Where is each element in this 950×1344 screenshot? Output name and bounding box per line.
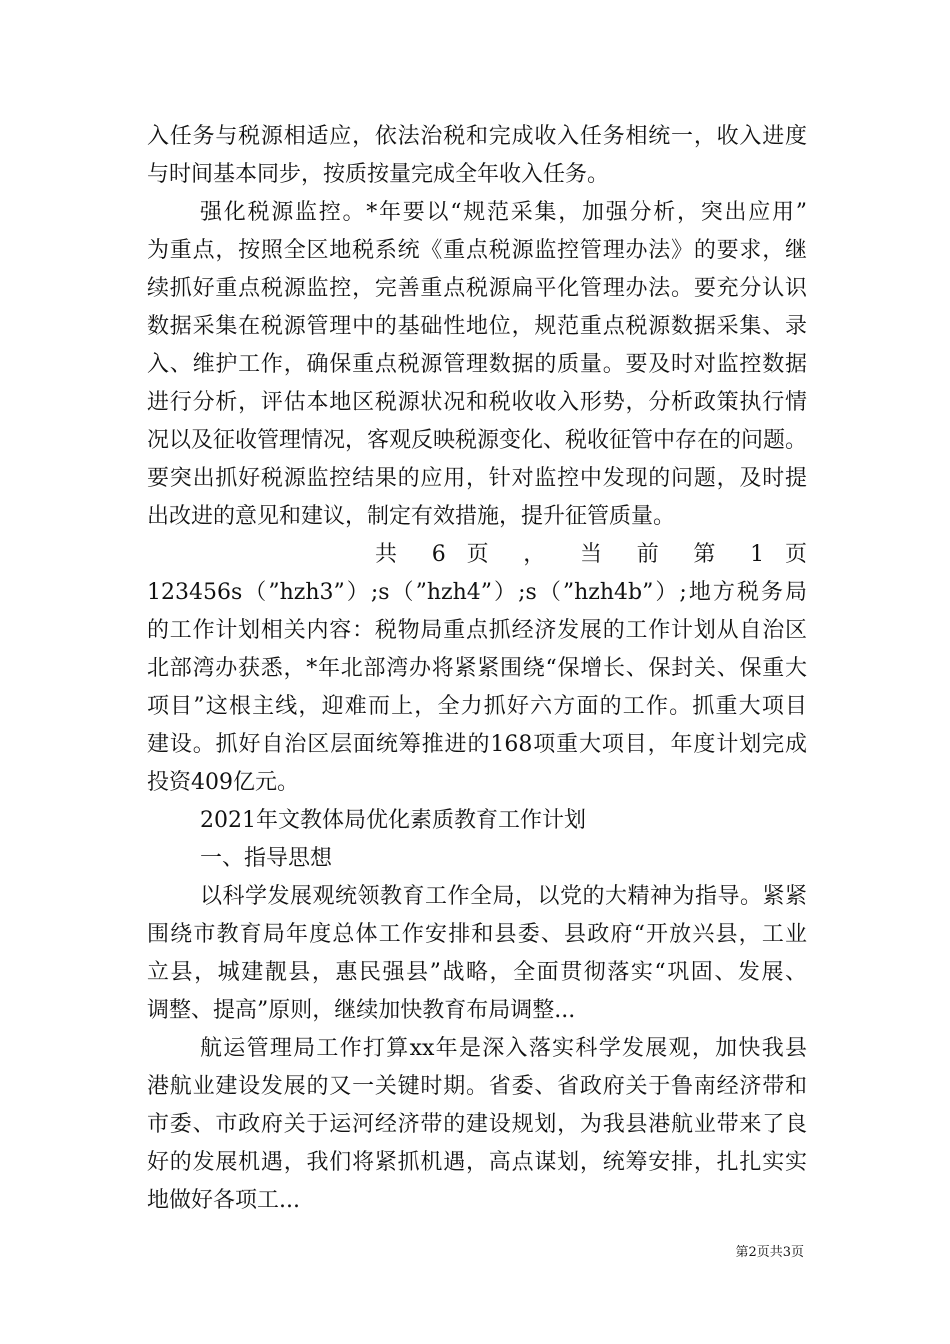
body-text-line: 123456s（”hzh3”）;s（”hzh4”）;s（”hzh4b”）;地方税务局 (147, 580, 807, 605)
body-text-line: 调整、提高”原则，继续加快教育布局调整... (147, 998, 576, 1023)
body-text-line: 数据采集在税源管理中的基础性地位，规范重点税源数据采集、录 (147, 314, 807, 339)
body-text-line: 为重点，按照全区地税系统《重点税源监控管理办法》的要求，继 (147, 238, 807, 263)
body-text-line: 的工作计划相关内容：税物局重点抓经济发展的工作计划从自治区 (147, 618, 807, 643)
body-text-line: 北部湾办获悉，*年北部湾办将紧紧围绕“保增长、保封关、保重大 (147, 656, 807, 681)
paragraph-start-line: 航运管理局工作打算xx年是深入落实科学发展观，加快我县 (200, 1036, 807, 1061)
body-text-line: 与时间基本同步，按质按量完成全年收入任务。 (147, 162, 610, 187)
body-text-line: 要突出抓好税源监控结果的应用，针对监控中发现的问题，及时提 (147, 466, 807, 491)
section-title: 2021年文教体局优化素质教育工作计划 (200, 808, 586, 833)
page-number-footer: 第2页共3页 (735, 1245, 804, 1260)
body-text-line: 好的发展机遇，我们将紧抓机遇，高点谋划，统筹安排，扎扎实实 (147, 1150, 807, 1175)
body-text-line: 市委、市政府关于运河经济带的建设规划，为我县港航业带来了良 (147, 1112, 807, 1137)
body-text-line: 立县，城建靓县，惠民强县”战略，全面贯彻落实“巩固、发展、 (147, 960, 807, 985)
body-text-line: 进行分析，评估本地区税源状况和税收收入形势，分析政策执行情 (147, 390, 807, 415)
body-text-line: 地做好各项工... (147, 1188, 300, 1213)
body-text-line: 投资409亿元。 (147, 770, 299, 795)
body-text-line: 出改进的意见和建议，制定有效措施，提升征管质量。 (147, 504, 676, 529)
section-heading: 一、指导思想 (200, 846, 333, 871)
page-counter-line: 共 6 页 ， 当 前 第 1 页 (375, 542, 807, 567)
body-text-line: 入任务与税源相适应，依法治税和完成收入任务相统一，收入进度 (147, 124, 807, 149)
body-text-line: 况以及征收管理情况，客观反映税源变化、税收征管中存在的问题。 (147, 428, 807, 453)
body-text-line: 项目”这根主线，迎难而上，全力抓好六方面的工作。抓重大项目 (147, 694, 807, 719)
body-text-line: 建设。抓好自治区层面统筹推进的168项重大项目，年度计划完成 (147, 732, 807, 757)
body-text-line: 港航业建设发展的又一关键时期。省委、省政府关于鲁南经济带和 (147, 1074, 807, 1099)
body-text-line: 围绕市教育局年度总体工作安排和县委、县政府“开放兴县，工业 (147, 922, 807, 947)
paragraph-start-line: 强化税源监控。*年要以“规范采集，加强分析，突出应用” (200, 200, 807, 225)
body-text-line: 入、维护工作，确保重点税源管理数据的质量。要及时对监控数据 (147, 352, 807, 377)
paragraph-start-line: 以科学发展观统领教育工作全局，以党的大精神为指导。紧紧 (200, 884, 807, 909)
body-text-line: 续抓好重点税源监控，完善重点税源扁平化管理办法。要充分认识 (147, 276, 807, 301)
